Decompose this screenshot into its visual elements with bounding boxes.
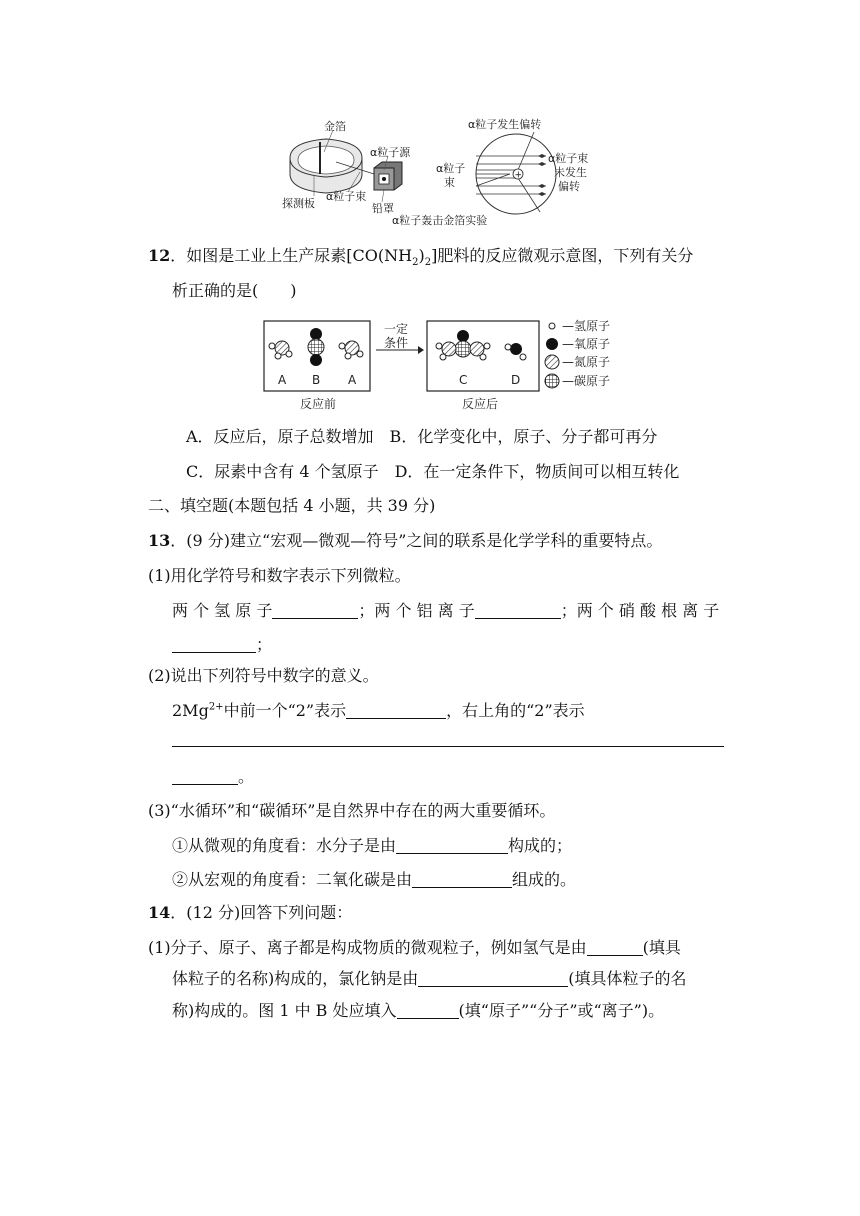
q13-part1-line <box>172 600 719 622</box>
q14-line2-a: 体粒子的名称)构成的，氯化钠是由 <box>172 969 419 988</box>
q14-line3 <box>172 1000 664 1022</box>
before-label-b: B <box>312 373 321 387</box>
q12-stem-part-b: ) <box>418 246 425 265</box>
q13-part1-end: ； <box>256 635 273 654</box>
legend-oxygen: —氧原子 <box>562 337 611 351</box>
blank-nacl-particles[interactable] <box>418 970 568 987</box>
arrow-label-bottom: 条件 <box>384 336 409 350</box>
gold-foil-label: 金箔 <box>324 120 346 133</box>
blank-co2-composition[interactable] <box>412 871 512 888</box>
deflected-label: α粒子发生偏转 <box>468 118 542 131</box>
lead-shield-box <box>374 156 402 202</box>
nucleus-symbol: + <box>514 170 523 181</box>
legend-hydrogen: —氢原子 <box>562 319 611 333</box>
gold-foil-apparatus <box>290 130 374 196</box>
after-caption: 反应后 <box>462 397 499 411</box>
before-caption: 反应前 <box>300 397 337 411</box>
rutherford-experiment-figure <box>278 112 589 234</box>
blank-water-molecule-composition[interactable] <box>396 837 508 854</box>
experiment-caption: α粒子轰击金箔实验 <box>392 214 488 227</box>
legend-nitrogen: —氮原子 <box>562 355 611 369</box>
q13-stem-text: ．(9 分)建立“宏观—微观—符号”之间的联系是化学学科的重要特点。 <box>170 531 663 550</box>
molecule-b <box>308 328 324 366</box>
after-label-d: D <box>511 373 521 387</box>
reaction-micro-diagram <box>262 316 634 416</box>
after-label-c: C <box>459 373 468 387</box>
q13-part2: (2)说出下列符号中数字的意义。 <box>148 666 379 685</box>
arrow-label-top: 一定 <box>384 322 409 336</box>
blank-hydrogen-particle[interactable] <box>587 939 643 956</box>
q14-line3-b: (填“原子”“分子”或“离子”)。 <box>458 1001 665 1020</box>
detector-label: 探测板 <box>282 197 315 210</box>
q14-line1 <box>148 937 681 959</box>
q12-stem-part-c: ]肥料的反应微观示意图，下列有关分 <box>431 246 694 265</box>
blank-two-nitrate-ions[interactable] <box>172 636 256 653</box>
q12-number: 12 <box>148 246 171 265</box>
q13-part3-1a: ①从微观的角度看：水分子是由 <box>172 836 397 855</box>
before-label-a2: A <box>348 373 357 387</box>
q12-options-line2: C．尿素中含有 4 个氢原子 D．在一定条件下，物质间可以相互转化 <box>186 462 680 481</box>
q14-number: 14 <box>148 903 171 922</box>
q14-line2 <box>172 968 687 990</box>
q14-stem-text: ．(12 分)回答下列问题： <box>170 903 353 922</box>
alpha-beam-label-mid2: 束 <box>444 176 455 189</box>
q13-part2-a: 中前一个“2”表示 <box>223 701 347 720</box>
beam-label-right: α粒子束 <box>548 152 589 165</box>
q13-part3-1b: 构成的； <box>508 836 573 855</box>
q12-stem-line1 <box>148 245 693 267</box>
q14-line2-b: (填具体粒子的名 <box>568 969 687 988</box>
blank-front-2-meaning[interactable] <box>346 702 446 719</box>
q13-part3-2a: ②从宏观的角度看：二氧化碳是由 <box>172 870 413 889</box>
q12-stem-sub-a: 2 <box>412 257 419 269</box>
q12-stem-line2: 析正确的是( ) <box>172 281 297 300</box>
q14-line1-b: (填具 <box>642 938 681 957</box>
q12-stem-part-a: ．如图是工业上生产尿素[CO(NH <box>170 246 413 265</box>
blank-superscript-2-meaning[interactable] <box>172 746 724 747</box>
not-deflected-label-1: 未发生 <box>554 166 587 179</box>
before-label-a1: A <box>278 373 287 387</box>
q13-part3-2b: 组成的。 <box>512 870 577 889</box>
blank-two-aluminum-ions[interactable] <box>475 602 561 619</box>
q13-part2-end: 。 <box>238 767 255 786</box>
q13-part1-c: ；两 个 硝 酸 根 离 子 <box>560 601 720 620</box>
alpha-source-label: α粒子源 <box>370 146 411 159</box>
q14-line3-a: 称)构成的。图 1 中 B 处应填入 <box>172 1001 397 1020</box>
q13-part2-line3 <box>172 766 254 788</box>
q13-part3-2 <box>172 869 576 891</box>
q13-part2-b: ，右上角的“2”表示 <box>446 701 585 720</box>
section-2-heading: 二、填空题(本题包括 4 小题，共 39 分) <box>148 496 436 515</box>
q12-options-line1: A．反应后，原子总数增加 B．化学变化中，原子、分子都可再分 <box>186 427 658 446</box>
q14-line1-a: (1)分子、原子、离子都是构成物质的微观粒子，例如氢气是由 <box>148 938 587 957</box>
q13-part1-a: 两 个 氢 原 子 <box>172 601 273 620</box>
blank-figure1-b[interactable] <box>397 1002 459 1019</box>
lead-shield-label: 铅罩 <box>372 202 394 215</box>
atom-legend <box>545 323 559 388</box>
blank-two-hydrogen-atoms[interactable] <box>272 602 358 619</box>
q13-part1-b: ；两 个 铝 离 子 <box>358 601 475 620</box>
q13-symbol: 2Mg <box>172 701 209 720</box>
q13-part3-1 <box>172 835 572 857</box>
q13-part3: (3)“水循环”和“碳循环”是自然界中存在的两大重要循环。 <box>148 801 556 820</box>
q13-part1: (1)用化学符号和数字表示下列微粒。 <box>148 566 411 585</box>
q13-symbol-charge: 2+ <box>208 701 224 713</box>
q12-stem-sub-b: 2 <box>424 257 432 269</box>
q13-part1-line2 <box>172 634 272 656</box>
q14-stem <box>148 902 352 924</box>
q13-stem <box>148 530 662 552</box>
q13-number: 13 <box>148 531 171 550</box>
legend-carbon: —碳原子 <box>562 374 611 388</box>
scattering-schematic <box>476 132 556 214</box>
blank-superscript-2-meaning-cont[interactable] <box>172 768 238 785</box>
alpha-beam-label-mid1: α粒子 <box>436 162 466 175</box>
not-deflected-label-2: 偏转 <box>558 180 580 193</box>
alpha-beam-label-left: α粒子束 <box>326 190 367 203</box>
q13-part2-line <box>172 700 585 722</box>
